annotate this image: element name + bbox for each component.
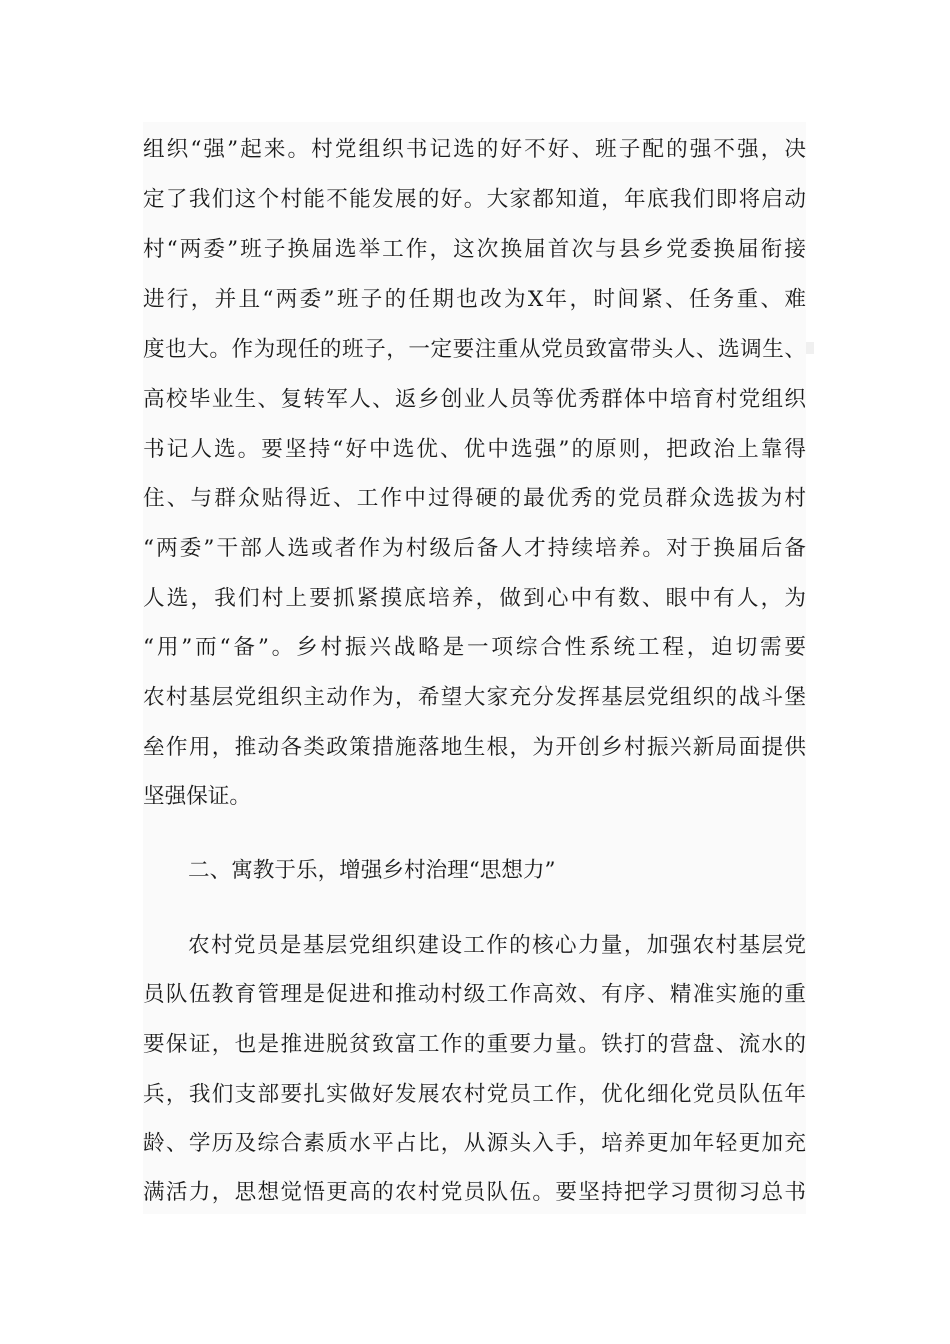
scan-edge-mark <box>806 342 814 354</box>
paragraph-line: 组织“强”起来。村党组织书记选的好不好、班子配的强不强，决 <box>143 137 806 162</box>
paragraph-line: 高校毕业生、复转军人、返乡创业人员等优秀群体中培育村党组织 <box>143 387 806 412</box>
paragraph-line: 书记人选。要坚持“好中选优、优中选强”的原则，把政治上靠得 <box>143 437 806 462</box>
section-heading: 二、寓教于乐，增强乡村治理“思想力” <box>188 858 556 883</box>
paragraph-line: 农村基层党组织主动作为，希望大家充分发挥基层党组织的战斗堡 <box>143 685 806 710</box>
paragraph-line: 定了我们这个村能不能发展的好。大家都知道，年底我们即将启动 <box>143 187 806 212</box>
paragraph-line: 进行，并且“两委”班子的任期也改为X年，时间紧、任务重、难 <box>143 287 806 312</box>
paragraph-line: 农村党员是基层党组织建设工作的核心力量，加强农村基层党 <box>188 933 806 958</box>
paragraph-line: 要保证，也是推进脱贫致富工作的重要力量。铁打的营盘、流水的 <box>143 1032 806 1057</box>
paragraph-line: 垒作用，推动各类政策措施落地生根，为开创乡村振兴新局面提供 <box>143 735 806 760</box>
document-body <box>143 122 806 1214</box>
paragraph-line: “两委”干部人选或者作为村级后备人才持续培养。对于换届后备 <box>143 536 806 561</box>
paragraph-line: 坚强保证。 <box>143 784 251 809</box>
paragraph-line: 村“两委”班子换届选举工作，这次换届首次与县乡党委换届衔接 <box>143 237 806 262</box>
paragraph-line: 人选，我们村上要抓紧摸底培养，做到心中有数、眼中有人，为 <box>143 586 806 611</box>
paragraph-line: 员队伍教育管理是促进和推动村级工作高效、有序、精准实施的重 <box>143 982 806 1007</box>
paragraph-line: 住、与群众贴得近、工作中过得硬的最优秀的党员群众选拔为村 <box>143 486 806 511</box>
paragraph-line: 兵，我们支部要扎实做好发展农村党员工作，优化细化党员队伍年 <box>143 1082 806 1107</box>
paragraph-line: 龄、学历及综合素质水平占比，从源头入手，培养更加年轻更加充 <box>143 1131 806 1156</box>
paragraph-line: 度也大。作为现任的班子，一定要注重从党员致富带头人、选调生、 <box>143 337 806 362</box>
paragraph-line: “用”而“备”。乡村振兴战略是一项综合性系统工程，迫切需要 <box>143 635 806 660</box>
paragraph-line: 满活力，思想觉悟更高的农村党员队伍。要坚持把学习贯彻习总书 <box>143 1180 806 1205</box>
